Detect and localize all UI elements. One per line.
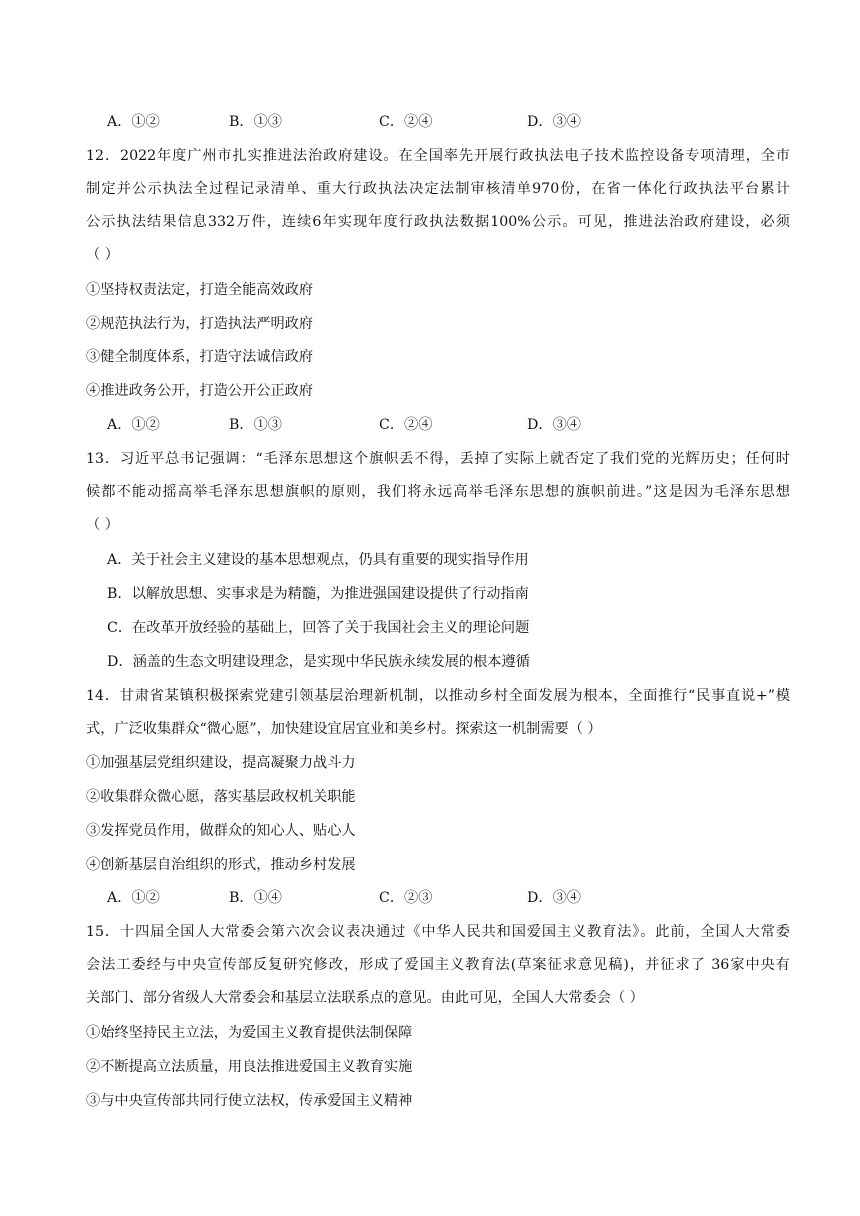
- q12-statement-1: ①坚持权责法定，打造全能高效政府: [86, 282, 314, 298]
- q12-option-b[interactable]: B．①③: [229, 417, 282, 433]
- option-d[interactable]: D．③④: [527, 114, 581, 130]
- question-13: [86, 449, 790, 548]
- question-15: [86, 922, 790, 1021]
- q13-option-c[interactable]: C．在改革开放经验的基础上，回答了关于我国社会主义的理论问题: [107, 620, 530, 636]
- q12-options-row: [107, 415, 807, 435]
- q13-option-b[interactable]: B．以解放思想、实事求是为精髓，为推进强国建设提供了行动指南: [107, 586, 529, 602]
- question-12: [86, 146, 790, 278]
- question-12-line-4: （ ）: [86, 247, 119, 263]
- question-12-line-1: 12．2022年度广州市扎实推进法治政府建设。在全国率先开展行政执法电子技术监控设备专项清理，全市: [86, 148, 790, 164]
- q14-option-d[interactable]: D．③④: [527, 890, 581, 906]
- question-12-line-3: 公示执法结果信息332万件，连续6年实现年度行政执法数据100%公示。可见，推进法治政府建设，必须: [86, 214, 790, 230]
- q12-statement-2: ②规范执法行为，打造执法严明政府: [86, 316, 314, 332]
- question-13-line-3: （ ）: [86, 517, 119, 533]
- q14-options-row: [107, 888, 807, 908]
- question-13-line-1: 13．习近平总书记强调：“毛泽东思想这个旗帜丢不得，丢掉了实际上就否定了我们党的光辉历史；任何时: [86, 451, 790, 467]
- question-15-line-1: 15．十四届全国人大常委会第六次会议表决通过《中华人民共和国爱国主义教育法》。此前，全国人大常委: [86, 924, 790, 940]
- q12-option-a[interactable]: A．①②: [107, 417, 160, 433]
- q15-statement-3: ③与中央宣传部共同行使立法权，传承爱国主义精神: [86, 1093, 413, 1109]
- q13-option-d[interactable]: D．涵盖的生态文明建设理念，是实现中华民族永续发展的根本遵循: [107, 654, 530, 670]
- option-b[interactable]: B．①③: [229, 114, 282, 130]
- top-options-row: [107, 112, 807, 132]
- q12-statement-4: ④推进政务公开，打造公开公正政府: [86, 383, 314, 399]
- question-13-line-2: 候都不能动摇高举毛泽东思想旗帜的原则，我们将永远高举毛泽东思想的旗帜前进。”这是因为毛泽东思想: [86, 484, 790, 500]
- question-14: [86, 686, 790, 752]
- option-a[interactable]: A．①②: [107, 114, 160, 130]
- q14-statement-3: ③发挥党员作用，做群众的知心人、贴心人: [86, 823, 356, 839]
- question-14-line-2: 式，广泛收集群众“微心愿”，加快建设宜居宜业和美乡村。探索这一机制需要（ ）: [86, 721, 602, 737]
- q12-option-c[interactable]: C．②④: [379, 417, 433, 433]
- q14-option-c[interactable]: C．②③: [379, 890, 433, 906]
- option-c[interactable]: C．②④: [379, 114, 433, 130]
- q14-option-b[interactable]: B．①④: [229, 890, 282, 906]
- q14-option-a[interactable]: A．①②: [107, 890, 160, 906]
- question-12-line-2: 制定并公示执法全过程记录清单、重大行政执法决定法制审核清单970份，在省一体化行政执法平台累计: [86, 181, 790, 197]
- question-15-line-2: 会法工委经与中央宣传部反复研究修改，形成了爱国主义教育法(草案征求意见稿)，并征求了 36家中央有: [86, 957, 790, 973]
- q14-statement-1: ①加强基层党组织建设，提高凝聚力战斗力: [86, 755, 356, 771]
- q14-statement-2: ②收集群众微心愿，落实基层政权机关职能: [86, 789, 356, 805]
- q15-statement-2: ②不断提高立法质量，用良法推进爱国主义教育实施: [86, 1059, 413, 1075]
- q12-option-d[interactable]: D．③④: [527, 417, 581, 433]
- q13-option-a[interactable]: A．关于社会主义建设的基本思想观点，仍具有重要的现实指导作用: [107, 552, 529, 568]
- q14-statement-4: ④创新基层自治组织的形式，推动乡村发展: [86, 857, 356, 873]
- question-14-line-1: 14．甘肃省某镇积极探索党建引领基层治理新机制，以推动乡村全面发展为根本，全面推行“民事直说+”模: [86, 688, 790, 704]
- q15-statement-1: ①始终坚持民主立法，为爱国主义教育提供法制保障: [86, 1025, 413, 1041]
- question-15-line-3: 关部门、部分省级人大常委会和基层立法联系点的意见。由此可见，全国人大常委会（ ）: [86, 990, 644, 1006]
- q12-statement-3: ③健全制度体系，打造守法诚信政府: [86, 349, 314, 365]
